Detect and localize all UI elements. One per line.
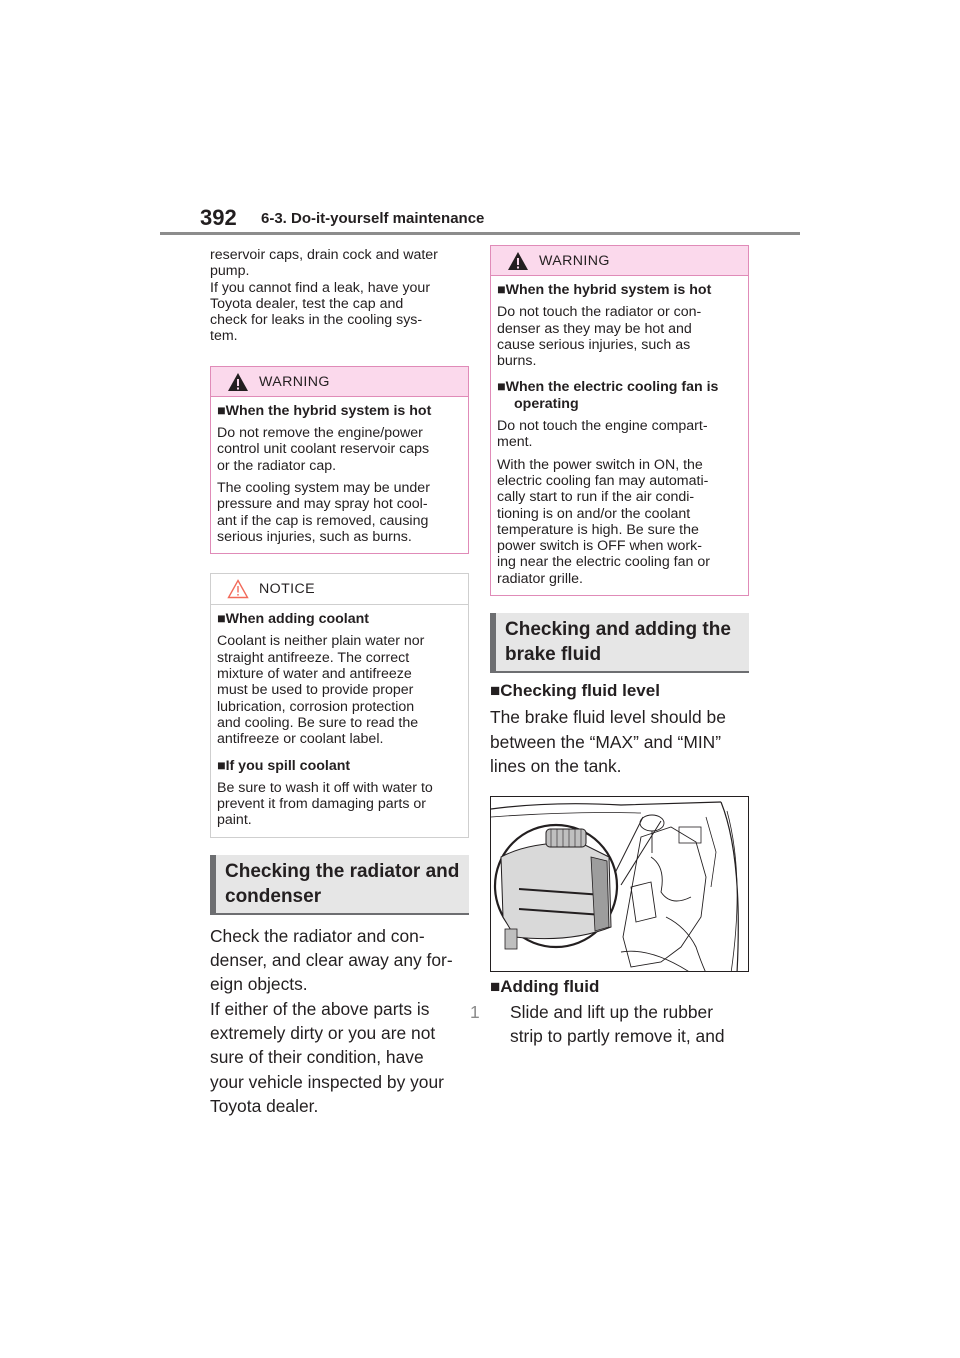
checking-fluid-section bbox=[490, 679, 749, 778]
warning-body bbox=[211, 397, 468, 553]
warning-header bbox=[491, 246, 748, 276]
step-number: 1 bbox=[470, 1001, 480, 1022]
warning-subheading: ■When the hybrid system is hot bbox=[497, 282, 712, 298]
notice-paragraph: Be sure to wash it off with water to prevent it from damaging parts or paint. bbox=[217, 779, 433, 829]
adding-fluid-section: ■Adding fluid 1 Slide and lift up the rubber strip to partly remove it, and bbox=[490, 975, 749, 1048]
notice-subheading: ■When adding coolant bbox=[217, 611, 370, 628]
warning-paragraph: With the power switch in ON, the electric cooling fan may automati- cally start to run if the air condi- tioning is on and/or the coolant temperature is high. Be sure the power switch is OFF when work- ing near the electric cooling fan or radiator grille. bbox=[497, 456, 710, 587]
brake-fluid-reservoir-illustration bbox=[490, 796, 749, 972]
radiator-body-text: Check the radiator and con- denser, and clear away any for- eign objects. If either of the above parts is extremely dirty or you are not sure of their condition, have your vehicle inspected by your Toyota dealer. bbox=[210, 925, 453, 1116]
checking-fluid-text: The brake fluid level should be between the “MAX” and “MIN” lines on the tank. bbox=[490, 707, 726, 776]
warning-paragraph: Do not remove the engine/power control unit coolant reservoir caps or the radiator cap. bbox=[217, 425, 430, 474]
notice-paragraph: Coolant is neither plain water nor straight antifreeze. The correct mixture of water and antifreeze must be used to provide proper lubrication, corrosion protection and cooling. Be sure to read the antifreeze or coolant label. bbox=[217, 633, 425, 748]
warning-paragraph: The cooling system may be under pressure and may spray hot cool- ant if the cap is removed, causing serious injuries, such as burns. bbox=[217, 479, 430, 545]
section-heading-brake-fluid: Checking and adding the brake fluid bbox=[490, 613, 749, 673]
section-heading-radiator: Checking the radiator and condenser bbox=[210, 855, 469, 915]
warning-subheading: ■When the electric cooling fan is operating bbox=[497, 379, 719, 412]
right-column bbox=[470, 245, 749, 1048]
left-column bbox=[210, 247, 469, 1118]
warning-paragraph: Do not touch the radiator or con- denser as they may be hot and cause serious injuries, such as burns. bbox=[497, 304, 702, 370]
notice-label: NOTICE bbox=[259, 581, 315, 598]
warning-body bbox=[491, 276, 748, 595]
step-1: 1 Slide and lift up the rubber bbox=[490, 1000, 749, 1024]
warning-label: WARNING bbox=[539, 253, 610, 269]
notice-box-coolant bbox=[210, 573, 469, 838]
warning-box-coolant-caps bbox=[210, 366, 469, 554]
section-title: 6-3. Do-it-yourself maintenance bbox=[261, 210, 485, 227]
page-number: 392 bbox=[200, 205, 237, 230]
subheading-checking-fluid: ■Checking fluid level bbox=[490, 681, 660, 701]
warning-label: WARNING bbox=[259, 373, 330, 390]
warning-subheading: ■When the hybrid system is hot bbox=[217, 402, 432, 419]
notice-body bbox=[211, 605, 468, 837]
warning-header bbox=[211, 367, 468, 397]
intro-text: reservoir caps, drain cock and water pump. If you cannot find a leak, have your Toyota dealer, test the cap and check for leaks in the cooling sys- tem. bbox=[210, 247, 438, 345]
warning-paragraph: Do not touch the engine compart- ment. bbox=[497, 418, 708, 451]
caution-triangle-icon bbox=[227, 579, 249, 599]
engine-bay-drawing bbox=[491, 797, 749, 972]
subheading-adding-fluid: ■Adding fluid bbox=[490, 977, 600, 997]
warning-box-radiator bbox=[490, 245, 749, 596]
notice-subheading: ■If you spill coolant bbox=[217, 757, 351, 774]
notice-header bbox=[211, 574, 468, 605]
warning-triangle-icon bbox=[227, 372, 249, 392]
header-rule bbox=[160, 232, 800, 235]
warning-triangle-icon bbox=[507, 251, 529, 271]
bullet-square: ■ bbox=[217, 402, 226, 419]
